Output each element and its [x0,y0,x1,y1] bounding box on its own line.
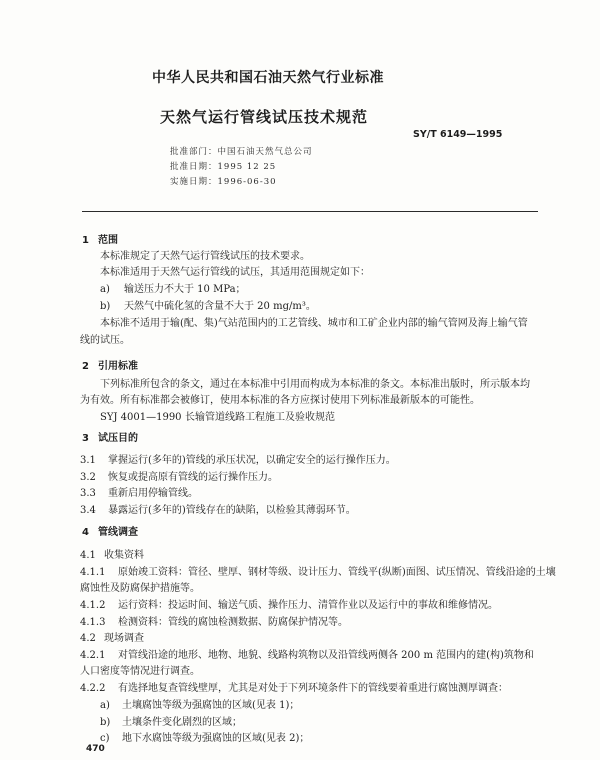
list-label: a) [100,284,110,295]
list-item: 地下水腐蚀等级为强腐蚀的区域(见表 2)； [122,733,310,744]
list-item: 天然气中硫化氢的含量不大于 20 mg/m³。 [124,301,316,312]
clause-number: 3.2 [80,472,96,483]
clause-number: 3.1 [80,455,96,466]
list-label: b) [100,301,111,312]
clause-number: 4.1.2 [80,600,106,611]
clause-number: 4.1.3 [80,617,106,628]
clause-heading: 收集资料 [104,550,144,561]
reference-code: SYJ 4001—1990 [100,412,182,423]
clause-text: 有选择地复查管线壁厚，尤其是对处于下列环境条件下的管线要着重进行腐蚀测厚调查： [118,683,508,694]
header-divider [82,211,538,212]
clause-text: 运行资料：投运时间、输送气质、操作压力、清管作业以及运行中的事故和维修情况。 [118,600,498,611]
clause-text: 重新启用停输管线。 [108,488,198,499]
scope-paragraph-1: 本标准规定了天然气运行管线试压的技术要求。 [100,251,310,262]
clause-text-line-2: 人口密度等情况进行调查。 [80,666,200,677]
clause-heading: 现场调查 [104,633,144,644]
clause-text-line-2: 腐蚀性及防腐保护措施等。 [80,583,200,594]
reference-title: 长输管道线路工程施工及验收规范 [185,412,335,423]
section-2-number: 2 [82,361,89,372]
page-number: 470 [86,744,105,754]
list-item: 输送压力不大于 10 MPa； [124,284,246,295]
clause-number: 4.2 [80,633,96,644]
clause-text: 掌握运行(多年的)管线的承压状况，以确定安全的运行操作压力。 [108,455,396,466]
clause-text: 暴露运行(多年的)管线存在的缺陷，以检验其薄弱环节。 [108,505,356,516]
section-1-title: 范围 [98,235,118,246]
section-3-title: 试压目的 [98,433,138,444]
clause-number: 4.1.1 [80,567,106,578]
scope-paragraph-3-line-2: 线的试压。 [80,335,130,346]
clause-number: 4.2.1 [80,650,106,661]
references-paragraph-line-1: 下列标准所包含的条文，通过在本标准中引用而构成为本标准的条文。本标准出版时，所示版本均 [100,379,530,390]
scope-paragraph-3-line-1: 本标准不适用于输(配、集)气站范围内的工艺管线、城市和工矿企业内部的输气管网及海上输气管 [100,318,528,329]
list-label: a) [100,700,110,711]
clause-text: 恢复或提高原有管线的运行操作压力。 [108,472,278,483]
scope-paragraph-2: 本标准适用于天然气运行管线的试压，其适用范围规定如下： [100,267,370,278]
clause-number: 3.4 [80,505,96,516]
clause-text-line-1: 原始竣工资料：管径、壁厚、钢材等级、设计压力、管线平(纵断)面图、试压情况、管线沿途的土壤 [118,567,556,578]
section-3-number: 3 [82,433,89,444]
clause-number: 4.2.2 [80,683,106,694]
list-label: b) [100,717,111,728]
effective-date: 实施日期：1996-06-30 [170,177,277,187]
clause-text-line-1: 对管线沿途的地形、地物、地貌、线路构筑物以及沿管线两侧各 200 m 范围内的建(构)筑物和 [118,650,534,661]
list-item: 土壤条件变化剧烈的区域； [122,717,242,728]
list-label: c) [100,733,110,744]
clause-text: 检测资料：管线的腐蚀检测数据、防腐保护情况等。 [118,617,348,628]
clause-number: 3.3 [80,488,96,499]
standard-category: 中华人民共和国石油天然气行业标准 [152,70,384,86]
references-paragraph-line-2: 为有效。所有标准都会被修订，使用本标准的各方应探讨使用下列标准最新版本的可能性。 [80,395,480,406]
approval-date: 批准日期：1995 12 25 [170,162,277,172]
section-2-title: 引用标准 [98,361,138,372]
section-4-title: 管线调查 [98,527,138,538]
clause-number: 4.1 [80,550,96,561]
section-4-number: 4 [82,527,89,538]
list-item: 土壤腐蚀等级为强腐蚀的区域(见表 1)； [122,700,300,711]
standard-code: SY/T 6149—1995 [413,129,503,140]
section-1-number: 1 [82,235,89,246]
document-title: 天然气运行管线试压技术规范 [160,108,369,126]
approval-department: 批准部门：中国石油天然气总公司 [170,147,313,157]
